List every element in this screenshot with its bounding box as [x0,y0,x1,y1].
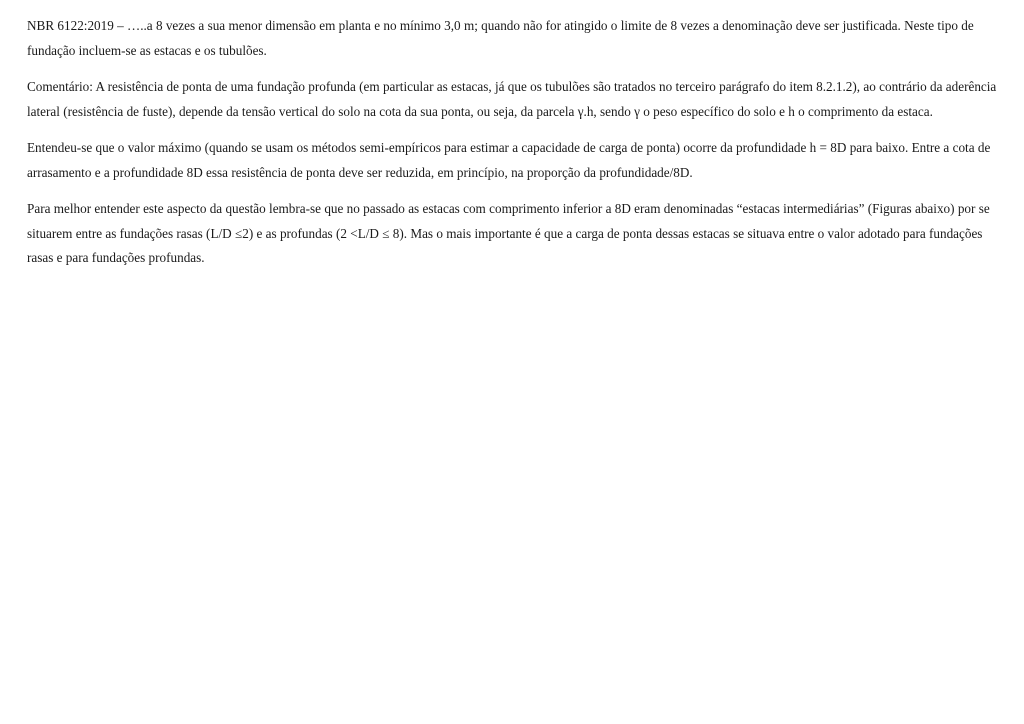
paragraph-max-value: Entendeu-se que o valor máximo (quando se usam os métodos semi-empíricos para estimar a capacidade de carga de ponta) ocorre da profundidade h = 8D para baixo. Entre a cota de arrasamento e a profundidade 8D essa resistência de ponta deve ser reduzida, em princípio, na proporção da profundidade/8D. [27,140,991,180]
paragraph-comment: Comentário: A resistência de ponta de uma fundação profunda (em particular as estacas, já que os tubulões são tratados no terceiro parágrafo do item 8.2.1.2), ao contrário da aderência lateral (resistência de fuste), depende da tensão vertical do solo na cota da sua ponta, ou seja, da parcela γ.h, sendo γ o peso específico do solo e h o comprimento da estaca. [27,79,997,119]
paragraph-nbr-definition: NBR 6122:2019 – …..a 8 vezes a sua menor dimensão em planta e no mínimo 3,0 m; quando não for atingido o limite de 8 vezes a denominação deve ser justificada. Neste tipo de fundação incluem-se as estacas e os tubulões. [27,18,974,58]
document-body [27,14,997,283]
paragraph-intermediate-piles: Para melhor entender este aspecto da questão lembra-se que no passado as estacas com comprimento inferior a 8D eram denominadas “estacas intermediárias” (Figuras abaixo) por se situarem entre as fundações rasas (L/D ≤2) e as profundas (2 <L/D ≤ 8). Mas o mais importante é que a carga de ponta dessas estacas se situava entre o valor adotado para fundações rasas e para fundações profundas. [27,201,990,265]
